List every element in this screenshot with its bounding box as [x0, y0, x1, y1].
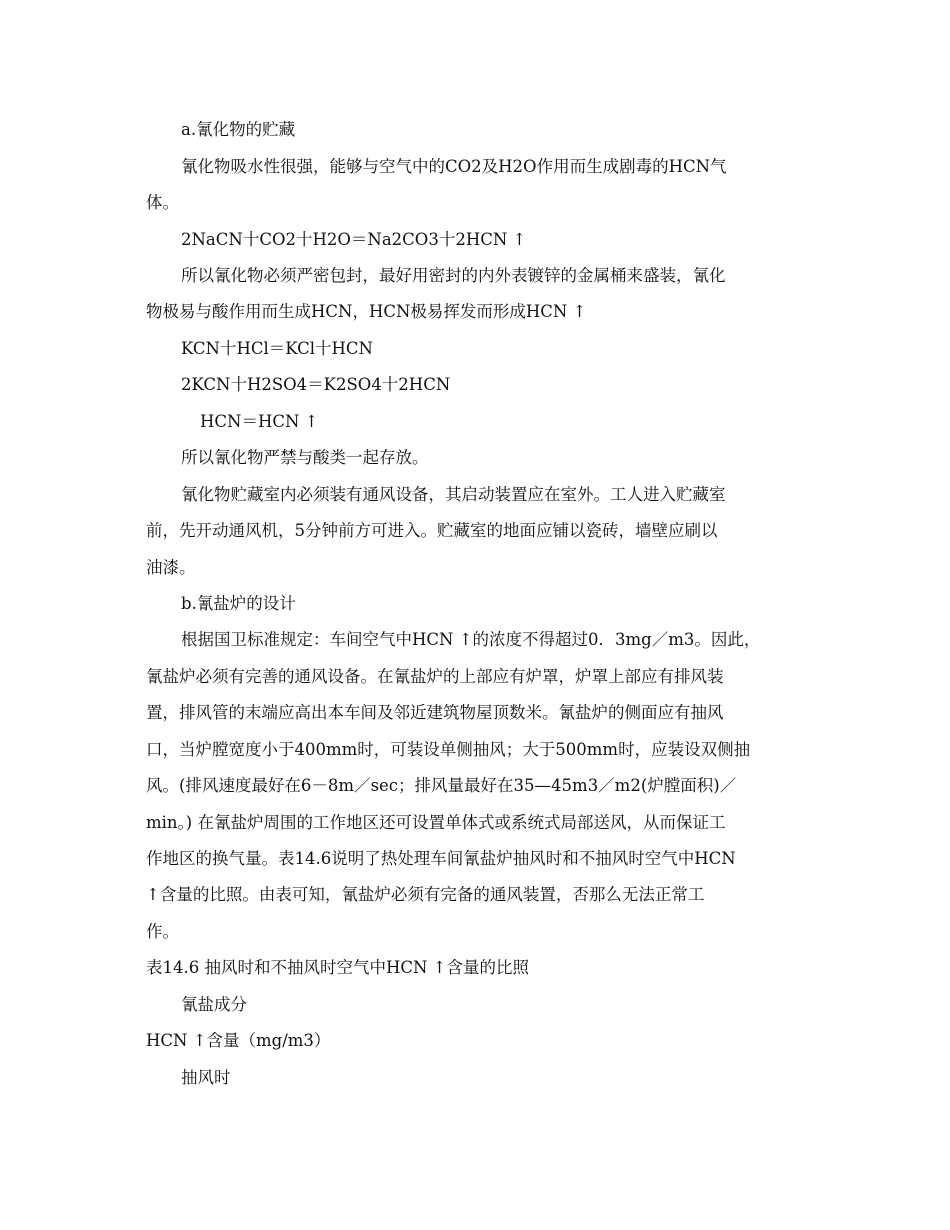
paragraph-line: 口，当炉膛宽度小于400mm时，可装设单侧抽风；大于500mm时，应装设双侧抽 — [146, 740, 751, 759]
paragraph-line: 油漆。 — [146, 558, 196, 577]
section-heading-a: a.氰化物的贮藏 — [181, 120, 296, 139]
paragraph-line: 氰盐炉必须有完善的通风设备。在氰盐炉的上部应有炉罩，炉罩上部应有排风装 — [146, 667, 724, 686]
paragraph-line: min。) 在氰盐炉周围的工作地区还可设置单体式或系统式局部送风，从而保证工 — [146, 813, 726, 832]
paragraph-line: 所以氰化物必须严密包封，最好用密封的内外表镀锌的金属桶来盛装，氰化 — [181, 266, 726, 285]
paragraph-line: 氰化物吸水性很强，能够与空气中的CO2及H2O作用而生成剧毒的HCN气 — [181, 157, 727, 176]
paragraph-line: 作地区的换气量。表14.6说明了热处理车间氰盐炉抽风时和不抽风时空气中HCN — [146, 849, 736, 868]
paragraph-line: 所以氰化物严禁与酸类一起存放。 — [181, 448, 429, 467]
paragraph-line: 氰化物贮藏室内必须装有通风设备，其启动装置应在室外。工人进入贮藏室 — [181, 485, 726, 504]
table-caption: 表14.6 抽风时和不抽风时空气中HCN ↑含量的比照 — [146, 958, 530, 977]
paragraph-line: 前，先开动通风机，5分钟前方可进入。贮藏室的地面应铺以瓷砖，墙壁应刷以 — [146, 521, 718, 540]
table-cell: 抽风时 — [181, 1068, 231, 1087]
equation-line: HCN＝HCN ↑ — [200, 412, 319, 431]
paragraph-line: 作。 — [146, 922, 179, 941]
equation-line: 2KCN十H2SO4＝K2SO4十2HCN — [181, 375, 451, 394]
equation-line: KCN十HCl＝KCl十HCN — [181, 339, 373, 358]
paragraph-line: 物极易与酸作用而生成HCN，HCN极易挥发而形成HCN ↑ — [146, 302, 587, 321]
paragraph-line: ↑含量的比照。由表可知，氰盐炉必须有完备的通风装置，否那么无法正常工 — [146, 885, 705, 904]
paragraph-line: 体。 — [146, 193, 179, 212]
paragraph-line: 根据国卫标准规定：车间空气中HCN ↑的浓度不得超过0．3mg／m3。因此， — [181, 630, 761, 649]
section-heading-b: b.氰盐炉的设计 — [181, 594, 296, 613]
paragraph-line: 风。(排风速度最好在6－8m／sec；排风量最好在35—45m3／m2(炉膛面积)／ — [146, 776, 737, 795]
equation-line: 2NaCN十CO2十H2O＝Na2CO3十2HCN ↑ — [181, 230, 527, 249]
table-cell: 氰盐成分 — [181, 995, 247, 1014]
paragraph-line: 置，排风管的末端应高出本车间及邻近建筑物屋顶数米。氰盐炉的侧面应有抽风 — [146, 703, 724, 722]
table-cell: HCN ↑含量（mg/m3） — [146, 1031, 331, 1050]
